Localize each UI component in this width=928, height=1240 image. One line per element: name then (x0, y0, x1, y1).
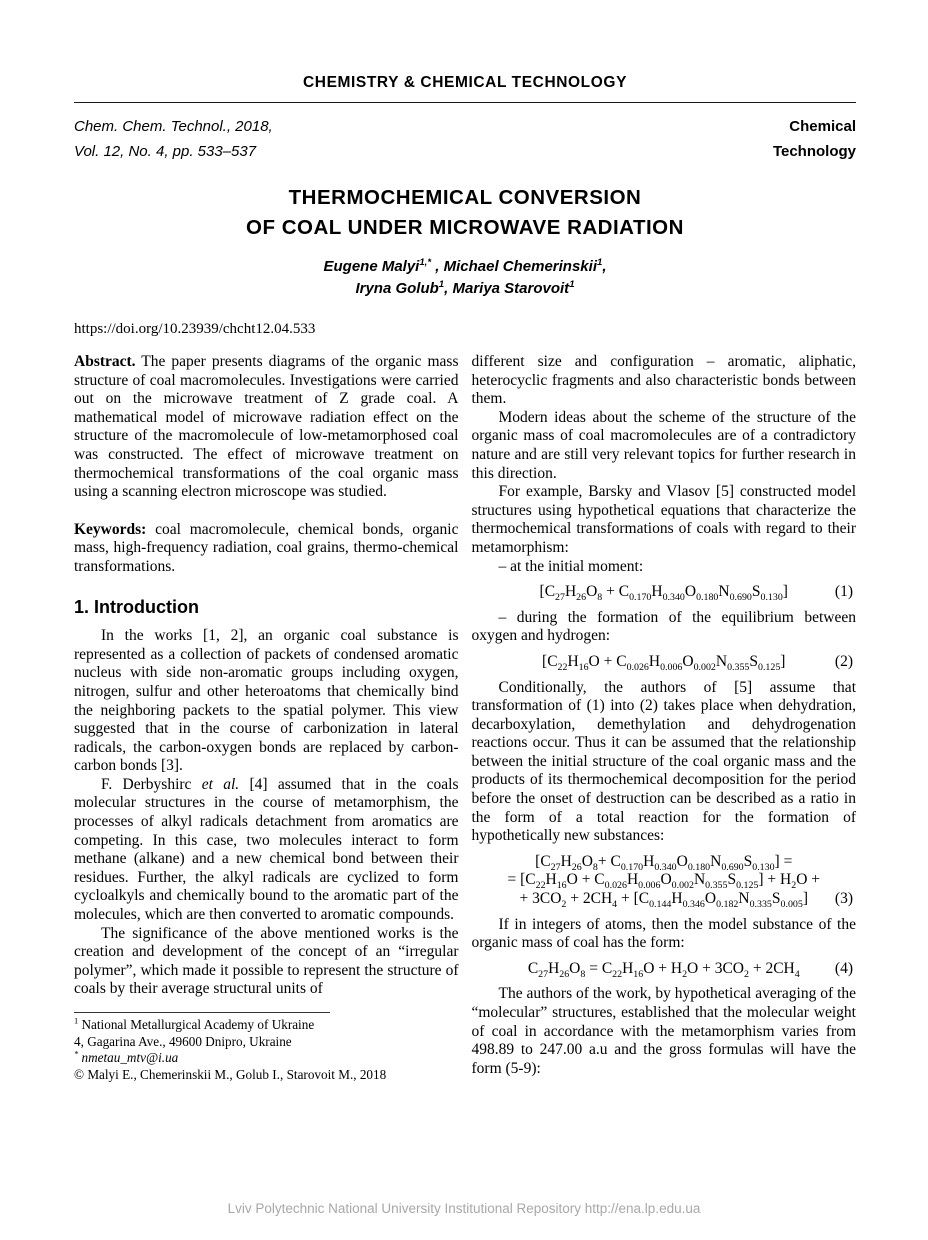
right-paragraph-1: different size and configuration – aromatic, aliphatic, heterocyclic fragments and also characteristic bonds between them. (471, 353, 856, 408)
right-column (472, 353, 857, 1083)
journal-info-row (74, 114, 856, 164)
right-paragraph-6: If in integers of atoms, then the model substance of the organic mass of coal has the form: (471, 915, 856, 952)
journal-citation-line2: Vol. 12, No. 4, pp. 533–537 (74, 143, 257, 160)
journal-citation (74, 114, 273, 164)
abstract-paragraph (74, 353, 459, 502)
equation-4 (472, 960, 857, 979)
journal-name-line2: Technology (772, 143, 856, 160)
authors-line2: Iryna Golub$^1$, Mariya Starovoit$^1$ (355, 279, 575, 297)
keywords-paragraph (74, 521, 459, 577)
equation-3-line1: $[C_{27}H_{26}O_8+ C_{0.170}H_{0.340}O_{0.180}N_{0.690}S_{0.130}]$ = (535, 852, 793, 873)
equation-1-number: (1) (834, 583, 853, 601)
footnotes (74, 1017, 459, 1083)
equation-3-number: (3) (834, 890, 853, 908)
authors-line1: Eugene Malyi$^{1,*}$ , Michael Chemerinskii$^1$, (323, 257, 607, 275)
right-paragraph-3: For example, Barsky and Vlasov [5] constructed model structures using hypothetical equations that characterize the thermochemical transformations of coals with regard to their metamorphism: (471, 483, 856, 556)
equation-1 (472, 583, 857, 602)
footnote-affiliation: $^1$ National Metallurgical Academy of Ukraine (74, 1015, 315, 1032)
right-paragraph-5: Conditionally, the authors of [5] assume that transformation of (1) into (2) takes place when dehydration, decarboxylation, demethylation and dehydrogenation reactions occur. Thus it can be assumed that the relationship between the initial structure of the coal organic mass and the products of its thermochemical decomposition for the period before the onset of destruction can be described as a ratio in the form of a total reaction for the formation of hypothetically new substances: (471, 678, 856, 845)
equation-1-formula: $[C_{27}H_{26}O_8 + C_{0.170}H_{0.340}O_{0.180}N_{0.690}S_{0.130}]$ (539, 583, 788, 604)
left-column (74, 353, 459, 1083)
page-title (74, 183, 856, 243)
running-head: CHEMISTRY & CHEMICAL TECHNOLOGY (302, 74, 628, 91)
equation-4-formula: $C_{27}H_{26}O_8 = C_{22}H_{16}O + H_2O + 3CO_2 + 2CH_4$ (527, 959, 800, 980)
equation-3-line3-row (472, 890, 857, 909)
footnote-copyright: © Malyi E., Chemerinskii M., Golub I., Starovoit M., 2018 (74, 1066, 387, 1082)
journal-name (773, 114, 856, 164)
equation-2-number: (2) (834, 652, 853, 670)
footnote-divider (74, 1012, 330, 1013)
two-column-body (74, 353, 856, 1083)
right-paragraph-3b: – at the initial moment: (498, 557, 644, 575)
right-paragraph-4: – during the formation of the equilibrium between oxygen and hydrogen: (471, 608, 856, 645)
abstract-label: Abstract. (74, 353, 136, 370)
equation-4-number: (4) (834, 959, 853, 977)
right-paragraph-2: Modern ideas about the scheme of the structure of the organic mass of coal macromolecules are of a contradictory nature and are still very relevant topics for further research in this direction. (471, 408, 856, 482)
equation-3-line3: + $3CO_2 + 2CH_4 + [C_{0.144}H_{0.346}O_{0.182}N_{0.335}S_{0.005}]$ (519, 890, 808, 911)
intro-paragraph-2 (74, 776, 459, 925)
footnote-email: * nmetau_mtv@i.ua (74, 1048, 179, 1066)
intro-p2-before: F. Derbyshirc (101, 775, 202, 793)
intro-paragraph-1: In the works [1, 2], an organic coal substance is represented as a collection of packets of condensed aromatic nucleus with side non-aromatic groups including oxygen, nitrogen, sulfur and other heteroatoms that chemically bind the neighboring packets to the spatial polymer. This view suggested that in the course of carbonization in lateral radicals, the carbon-oxygen bonds are replaced by carbon-carbon bonds [3]. (74, 627, 459, 775)
abstract-text: The paper presents diagrams of the organic mass structure of coal macromolecules. Investigations were carried out on the microwave treatment of Z grade coal. A mathematical model of microwave radiation effect on the structure of the macromolecule of low-metamorphosed coal was constructed. The effect of microwave treatment on thermochemical transformations of the coal organic mass using a scanning electron microscope was studied. (74, 353, 459, 501)
footnote-address: 4, Gagarina Ave., 49600 Dnipro, Ukraine (74, 1033, 292, 1049)
intro-p2-after: [4] assumed that in the coals molecular structures in the course of metamorphism, the processes of alkyl radicals detachment from aromatics are competing. In this case, two molecules interact to form methane (alkane) and a new chemical bond between their residues. Further, the alkyl radicals are cyclized to form cycloalkyls and chemically bound to the aromatic part of the molecules, which are then converted to aromatic compounds. (74, 775, 459, 924)
keywords-label: Keywords: (74, 520, 147, 538)
header-divider (74, 102, 856, 103)
equation-2 (472, 653, 857, 672)
section-heading-introduction: 1. Introduction (74, 596, 199, 617)
journal-citation-line1: Chem. Chem. Technol., 2018, (74, 118, 273, 135)
intro-p2-etal: et al. (201, 775, 240, 793)
doi-link: https://doi.org/10.23939/chcht12.04.533 (74, 321, 316, 337)
equation-3-line2: = $[C_{22}H_{16}O + C_{0.026}H_{0.006}O_{0.002}N_{0.355}S_{0.125}] + H_2O$ + (507, 871, 820, 892)
title-line2: OF COAL UNDER MICROWAVE RADIATION (246, 216, 684, 239)
title-line1: THERMOCHEMICAL CONVERSION (288, 186, 642, 209)
equation-2-formula: $[C_{22}H_{16}O + C_{0.026}H_{0.006}O_{0.002}N_{0.355}S_{0.125}]$ (542, 652, 786, 673)
keywords-text: coal macromolecule, chemical bonds, organic mass, high-frequency radiation, coal grains, thermo-chemical transformations. (74, 520, 459, 575)
intro-paragraph-3: The significance of the above mentioned works is the creation and development of the concept of an “irregular polymer”, which made it possible to represent the structure of coals by their average structural units of (74, 924, 459, 998)
repository-footer: Lviv Polytechnic National University Institutional Repository http://ena.lp.edu.ua (227, 1201, 701, 1216)
right-paragraph-7: The authors of the work, by hypothetical averaging of the “molecular” structures, established that the molecular weight of coal in accordance with the metamorphism varies from 498.89 to 247.00 a.u and the gross formulas will have the form (5-9): (471, 985, 856, 1077)
authors (74, 256, 856, 300)
journal-name-line1: Chemical (789, 118, 856, 135)
equation-3 (472, 853, 857, 909)
